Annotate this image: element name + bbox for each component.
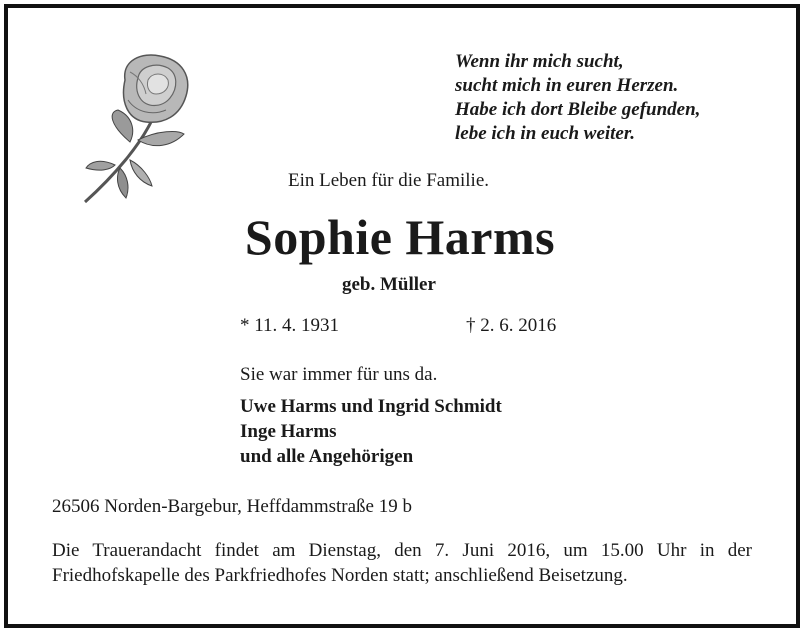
mourner-line: Inge Harms <box>240 421 337 442</box>
deceased-name: Sophie Harms <box>244 209 556 265</box>
memorial-poem <box>455 50 700 146</box>
poem-line: lebe ich in euch weiter. <box>455 123 635 144</box>
poem-line: Habe ich dort Bleibe gefunden, <box>455 99 701 120</box>
poem-line: sucht mich in euren Herzen. <box>455 75 679 96</box>
mourners-list <box>240 394 502 469</box>
service-announcement: Die Trauerandacht findet am Dienstag, den 7. Juni 2016, um 15.00 Uhr in der Friedhofskapelle des Parkfriedhofes Norden statt; anschließend Beisetzung. <box>52 540 752 586</box>
remark-line: Sie war immer für uns da. <box>240 364 438 385</box>
intro-line: Ein Leben für die Familie. <box>288 170 490 191</box>
address-line: 26506 Norden-Bargebur, Heffdammstraße 19 b <box>52 496 412 517</box>
maiden-name: geb. Müller <box>342 274 436 295</box>
mourner-line: und alle Angehörigen <box>240 446 414 467</box>
birth-date: * 11. 4. 1931 <box>240 315 340 336</box>
mourner-line: Uwe Harms und Ingrid Schmidt <box>240 396 502 417</box>
poem-line: Wenn ihr mich sucht, <box>455 51 624 72</box>
rose-icon <box>80 50 200 205</box>
death-date: † 2. 6. 2016 <box>466 315 557 336</box>
